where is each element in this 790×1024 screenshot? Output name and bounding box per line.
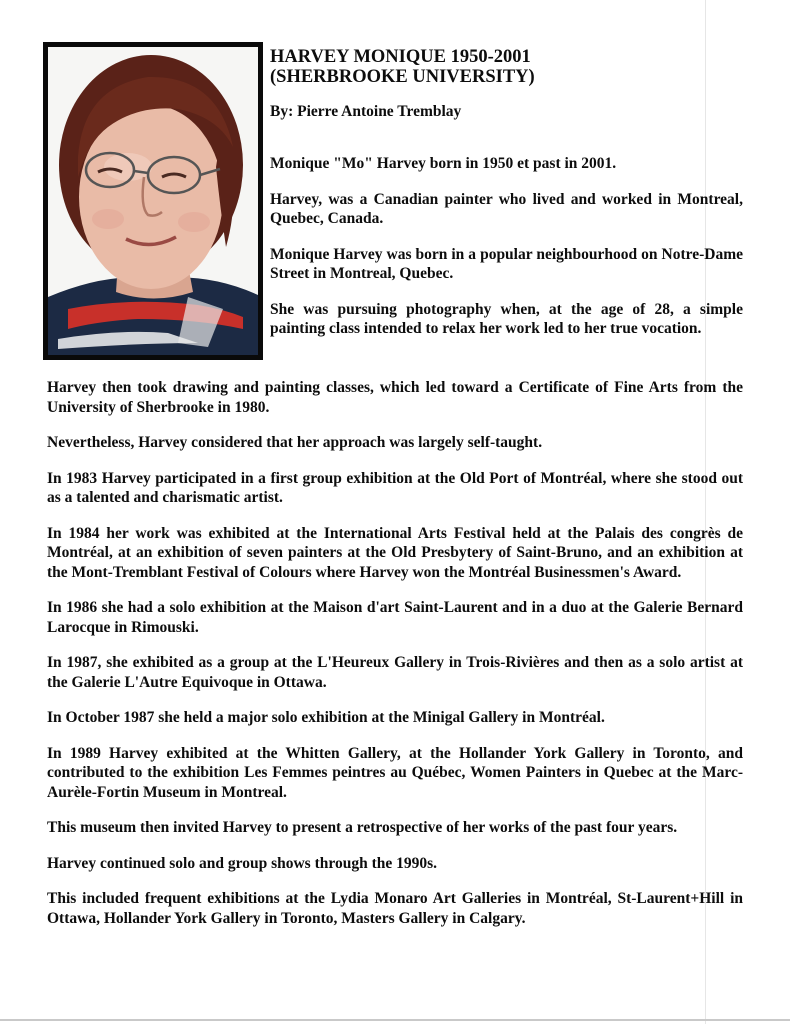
paragraph: Nevertheless, Harvey considered that her approach was largely self-taught.	[47, 434, 543, 451]
paragraph: This included frequent exhibitions at the Lydia Monaro Art Galleries in Montréal, St-Laurent+Hill in Ottawa, Hollander York Gallery in Toronto, Masters Gallery in Calgary.	[47, 890, 743, 927]
document-header	[270, 47, 750, 121]
paragraph: In 1989 Harvey exhibited at the Whitten Gallery, at the Hollander York Gallery in Toronto, and contributed to the exhibition Les Femmes peintres au Québec, Women Painters in Quebec at the Marc-Aurèle-Fortin Museum in Montreal.	[47, 744, 743, 801]
paragraph: Harvey continued solo and group shows through the 1990s.	[47, 854, 438, 872]
paragraph: Monique "Mo" Harvey born in 1950 et past in 2001.	[270, 155, 617, 172]
page-bottom-line	[0, 1019, 790, 1021]
paragraph: In 1987, she exhibited as a group at the L'Heureux Gallery in Trois-Rivières and then as a solo artist at the Galerie L'Autre Equivoque in Ottawa.	[47, 654, 743, 691]
paragraph: In 1984 her work was exhibited at the International Arts Festival held at the Palais des congrès de Montréal, at an exhibition of seven painters at the Old Presbytery of Saint-Bruno, and an exhibition at the Mont-Tremblant Festival of Colours where Harvey won the Montréal Businessmen's Award.	[47, 524, 743, 581]
main-text-body	[47, 378, 743, 944]
paragraph: In 1983 Harvey participated in a first group exhibition at the Old Port of Montréal, where she stood out as a talented and charismatic artist.	[47, 469, 743, 506]
byline: By: Pierre Antoine Tremblay	[270, 103, 462, 120]
paragraph: This museum then invited Harvey to present a retrospective of her works of the past four years.	[47, 819, 678, 836]
paragraph: In 1986 she had a solo exhibition at the Maison d'art Saint-Laurent and in a duo at the Galerie Bernard Larocque in Rimouski.	[47, 599, 743, 636]
paragraph: She was pursuing photography when, at the age of 28, a simple painting class intended to relax her work led to her true vocation.	[270, 300, 743, 337]
paragraph: Monique Harvey was born in a popular neighbourhood on Notre-Dame Street in Montreal, Quebec.	[270, 245, 743, 282]
side-text-column	[270, 154, 743, 355]
title-line-1: HARVEY MONIQUE 1950-2001	[270, 47, 531, 67]
portrait-photo	[48, 47, 258, 355]
portrait-illustration	[48, 47, 258, 355]
paragraph: In October 1987 she held a major solo exhibition at the Minigal Gallery in Montréal.	[47, 709, 605, 726]
paragraph: Harvey, was a Canadian painter who lived and worked in Montreal, Quebec, Canada.	[270, 190, 743, 227]
title-line-2: (SHERBROOKE UNIVERSITY)	[270, 67, 535, 87]
paragraph: Harvey then took drawing and painting classes, which led toward a Certificate of Fine Arts from the University of Sherbrooke in 1980.	[47, 379, 743, 416]
portrait-frame	[43, 42, 263, 360]
